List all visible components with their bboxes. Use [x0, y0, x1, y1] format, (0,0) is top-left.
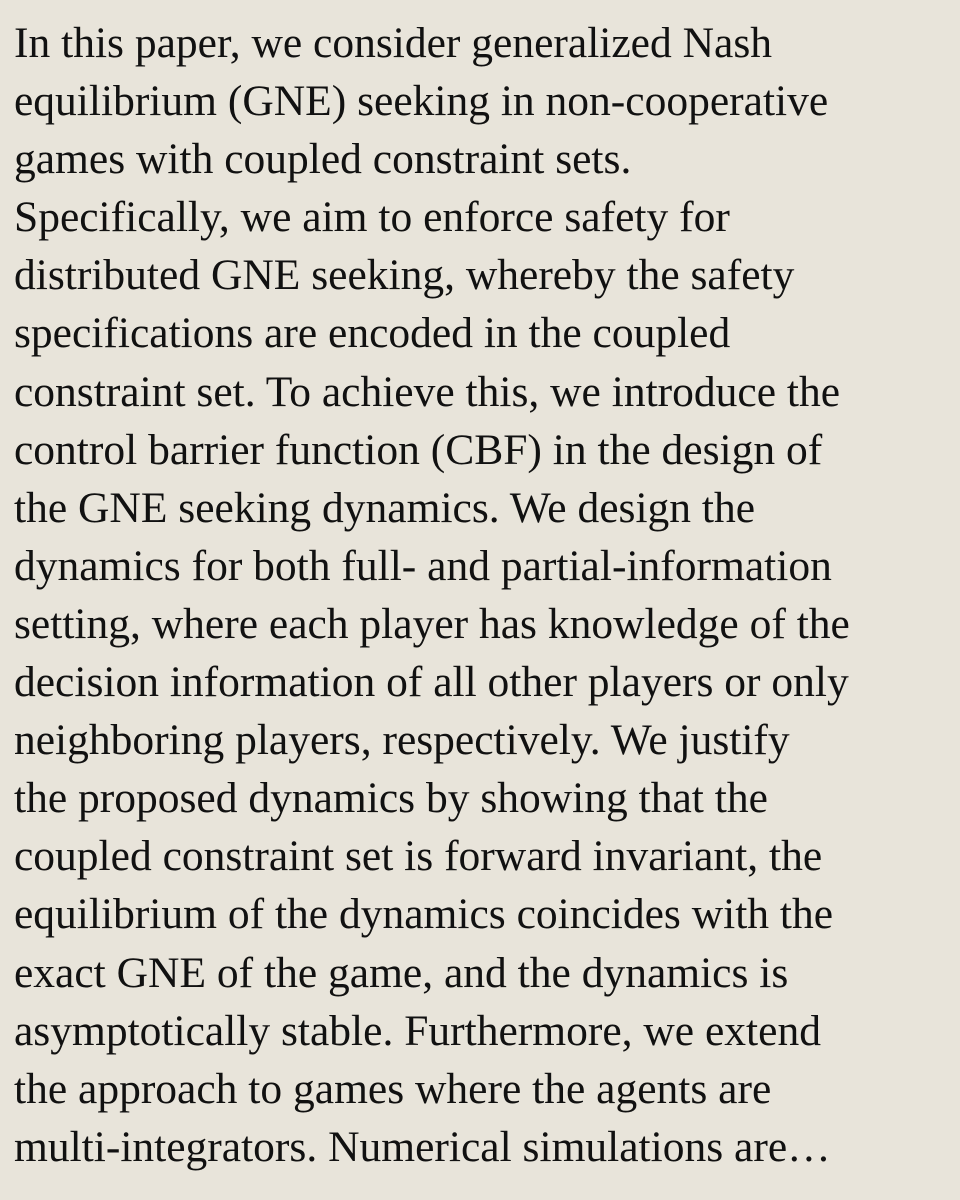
text-line: asymptotically stable. Furthermore, we extend [14, 1006, 821, 1055]
text-line: constraint set. To achieve this, we introduce the [14, 367, 841, 416]
text-line: In this paper, we consider generalized Nash [14, 19, 773, 67]
text-line: neighboring players, respectively. We justify [14, 716, 790, 765]
text-line: setting, where each player has knowledge of the [14, 599, 850, 648]
text-line: games with coupled constraint sets. [14, 135, 632, 184]
text-line: multi-integrators. Numerical simulations are… [14, 1122, 831, 1171]
text-line: decision information of all other players or only [14, 658, 849, 707]
text-line: equilibrium (GNE) seeking in non-cooperative [14, 77, 829, 126]
abstract-paragraph [14, 14, 954, 1176]
text-line: dynamics for both full- and partial-information [14, 541, 832, 590]
text-line: distributed GNE seeking, whereby the safety [14, 251, 795, 300]
text-line: exact GNE of the game, and the dynamics is [14, 948, 789, 997]
text-line: the proposed dynamics by showing that the [14, 774, 768, 823]
text-line: Specifically, we aim to enforce safety for [14, 193, 730, 242]
text-line: specifications are encoded in the coupled [14, 309, 731, 358]
text-line: equilibrium of the dynamics coincides with the [14, 890, 834, 939]
text-line: coupled constraint set is forward invariant, the [14, 832, 823, 881]
text-line: the GNE seeking dynamics. We design the [14, 483, 756, 532]
text-line: control barrier function (CBF) in the design of [14, 425, 823, 474]
text-line: the approach to games where the agents are [14, 1064, 772, 1113]
